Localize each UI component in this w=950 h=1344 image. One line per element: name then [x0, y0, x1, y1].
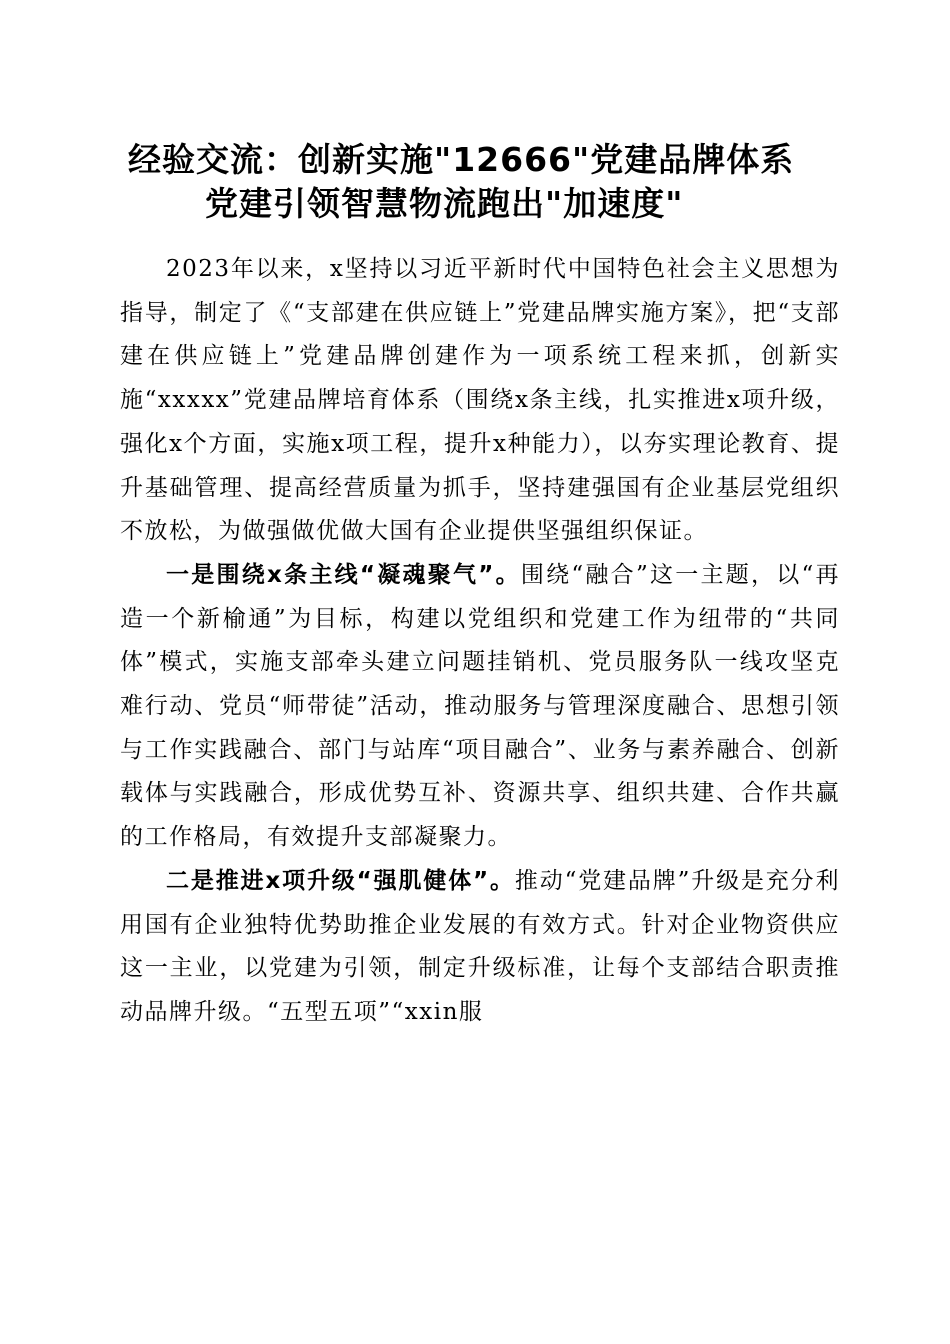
paragraph-lead: 一是围绕x条主线“凝魂聚气”。: [166, 561, 521, 588]
paragraph-text: 围绕“融合”这一主题，以“再造一个新榆通”为目标，构建以党组织和党建工作为纽带的“共同体”模式，实施支部牵头建立问题挂销机、党员服务队一线攻坚克难行动、党员“师带徒”活动，推动服务与管理深度融合、思想引领与工作实践融合、部门与站库“项目融合”、业务与素养融合、创新载体与实践融合，形成优势互补、资源共享、组织共建、合作共赢的工作格局，有效提升支部凝聚力。: [120, 561, 840, 851]
document-body: [120, 248, 840, 1035]
paragraph-text: 推动“党建品牌”升级是充分利用国有企业独特优势助推企业发展的有效方式。针对企业物资供应这一主业，以党建为引领，制定升级标准，让每个支部结合职责推动品牌升级。“五型五项”“xxin服: [120, 867, 840, 1025]
title-line-2: 党建引领智慧物流跑出"加速度": [205, 184, 684, 223]
title-line-1: 经验交流：创新实施"12666"党建品牌体系: [128, 140, 795, 179]
paragraph-intro: [120, 248, 840, 554]
document-title: [95, 138, 855, 226]
paragraph-lead: 二是推进x项升级“强肌健体”。: [166, 867, 515, 894]
paragraph-text: 2023年以来，x坚持以习近平新时代中国特色社会主义思想为指导，制定了《“支部建在供应链上”党建品牌实施方案》，把“支部建在供应链上”党建品牌创建作为一项系统工程来抓，创新实施“xxxxx”党建品牌培育体系（围绕x条主线，扎实推进x项升级，强化x个方面，实施x项工程，提升x种能力），以夯实理论教育、提升基础管理、提高经营质量为抓手，坚持建强国有企业基层党组织不放松，为做强做优做大国有企业提供坚强组织保证。: [120, 256, 840, 545]
paragraph-point-one: [120, 554, 840, 860]
paragraph-point-two: [120, 860, 840, 1035]
